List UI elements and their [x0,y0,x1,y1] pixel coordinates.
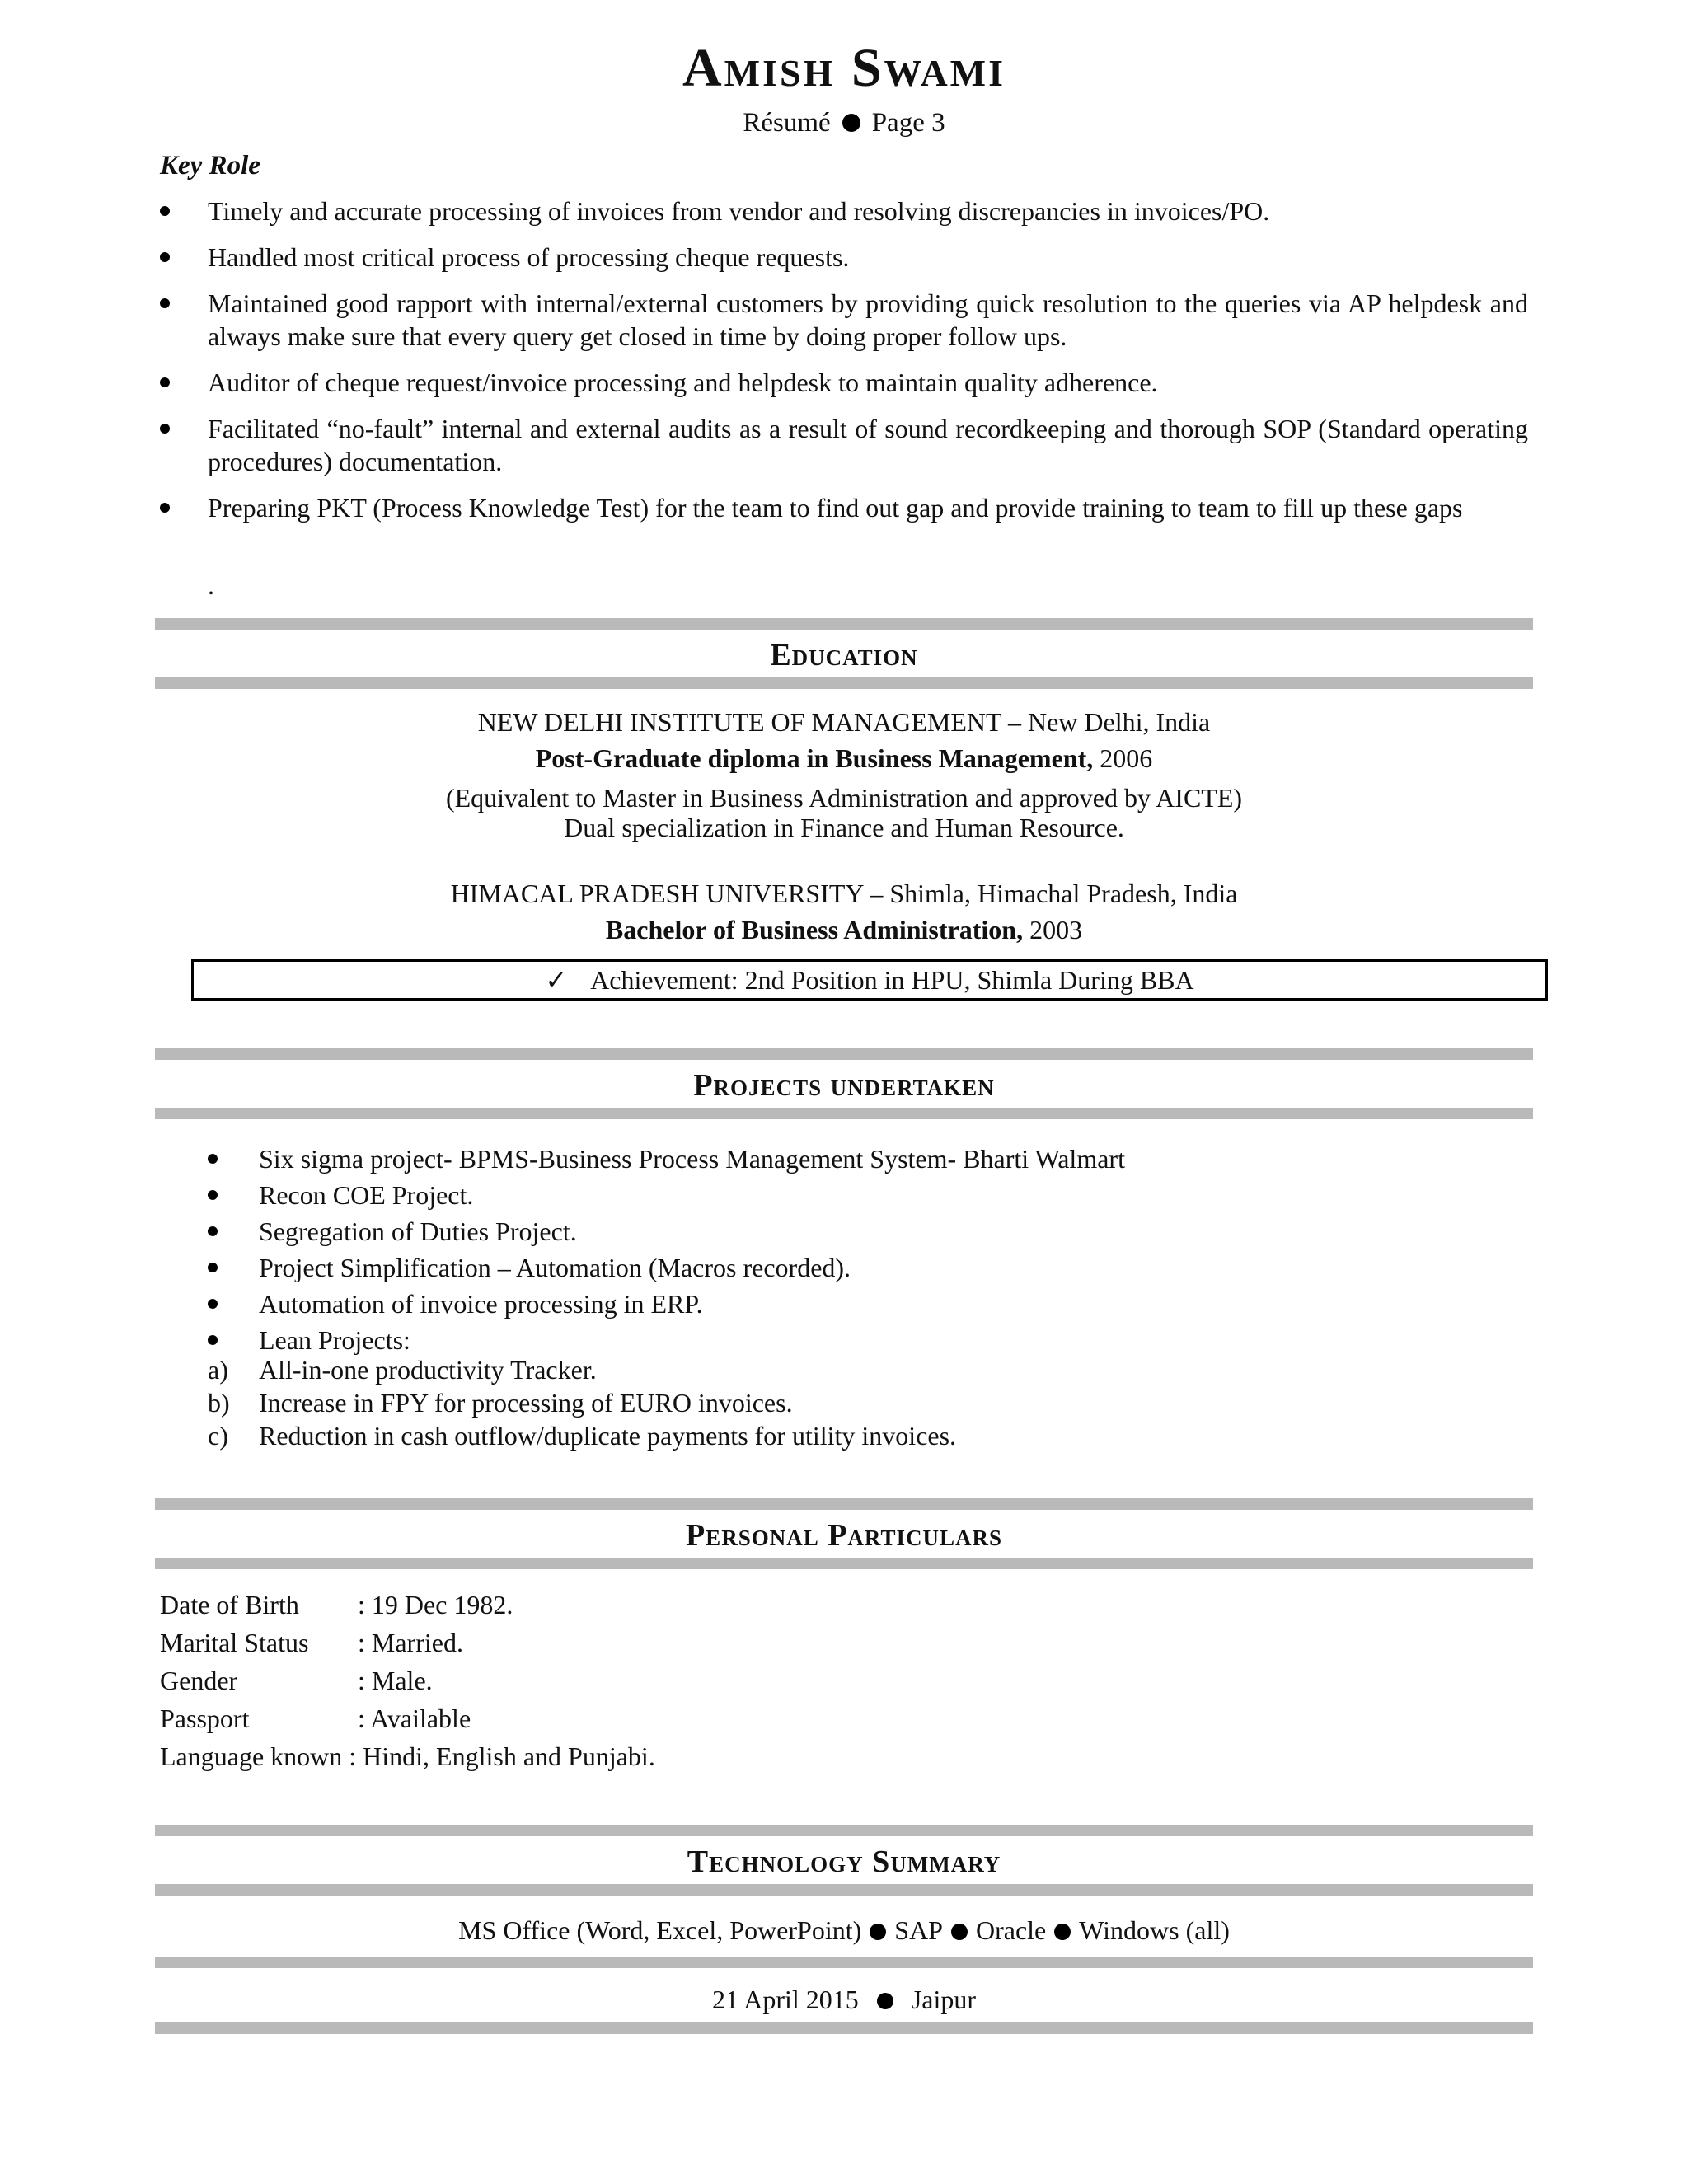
section-divider [155,1108,1533,1119]
list-item: Project Simplification – Automation (Macros recorded). [204,1249,1125,1286]
list-item: Auditor of cheque request/invoice processing and helpdesk to maintain quality adherence. [160,366,1528,399]
section-divider [155,618,1533,630]
list-letter: a) [208,1355,228,1385]
field-value: : Male. [358,1666,433,1695]
education-degree-1 [0,742,1688,775]
field-label: Passport [160,1704,250,1733]
bullet-dot-icon [870,1924,886,1940]
list-item: Preparing PKT (Process Knowledge Test) for the team to find out gap and provide training to team to fill up these gaps [160,491,1528,524]
checkmark-icon: ✓ [545,965,568,995]
list-item: Recon COE Project. [204,1177,1125,1213]
list-item: Timely and accurate processing of invoices from vendor and resolving discrepancies in invoices/PO. [160,194,1528,227]
technology-heading: Technology Summary [687,1844,1001,1879]
technology-list [0,1914,1688,1947]
footer-place: Jaipur [911,1985,976,2014]
tech-item: SAP [894,1915,943,1945]
projects-list [204,1141,1125,1358]
projects-heading: Projects undertaken [693,1068,995,1103]
bullet-dot-icon [951,1924,968,1940]
footer-date: 21 April 2015 [712,1985,859,2014]
list-item-text: All-in-one productivity Tracker. [259,1355,597,1385]
field-value: : 19 Dec 1982. [358,1590,513,1619]
personal-row [160,1699,655,1737]
footer-line [0,1983,1688,2016]
personal-row [160,1737,655,1775]
bullet-dot-icon [877,1993,893,2009]
list-item: Six sigma project- BPMS-Business Process Management System- Bharti Walmart [204,1141,1125,1177]
field-label: Date of Birth [160,1590,299,1619]
lean-projects-sublist [208,1353,956,1452]
list-letter: b) [208,1388,230,1418]
section-divider [155,2022,1533,2034]
list-item: Handled most critical process of processing cheque requests. [160,241,1528,274]
section-divider [155,1884,1533,1896]
bullet-dot-icon [1054,1924,1071,1940]
degree-title-2: Bachelor of Business Administration, [605,915,1024,944]
degree-title-1: Post-Graduate diploma in Business Management, [535,743,1094,773]
page-number: Page 3 [871,108,945,138]
section-divider [155,1558,1533,1569]
field-value: : Available [358,1704,471,1733]
field-label: Gender [160,1666,238,1695]
trailing-period: . [208,570,214,600]
section-divider [155,1048,1533,1060]
page-subheader [0,104,1688,142]
education-note-1: (Equivalent to Master in Business Administration and approved by AICTE) [445,783,1243,813]
bullet-dot-icon [842,114,860,132]
personal-details [160,1586,655,1775]
field-value: : Married. [358,1628,463,1657]
tech-item: Windows (all) [1079,1915,1230,1945]
tech-item: Oracle [975,1915,1047,1945]
list-item: Lean Projects: [204,1322,1125,1358]
list-item [208,1419,956,1452]
section-divider [155,1825,1533,1836]
field-label: Language known [160,1741,343,1771]
achievement-text: Achievement: 2nd Position in HPU, Shimla During BBA [590,965,1194,995]
key-role-list [160,194,1528,524]
list-letter: c) [208,1421,228,1451]
personal-row [160,1624,655,1661]
education-degree-2 [0,913,1688,946]
list-item: Automation of invoice processing in ERP. [204,1286,1125,1322]
key-role-heading: Key Role [160,151,260,180]
education-school-2: HIMACAL PRADESH UNIVERSITY – Shimla, Himachal Pradesh, India [450,879,1238,908]
section-divider [155,1498,1533,1510]
list-item [208,1386,956,1419]
section-divider [155,1957,1533,1968]
list-item: Facilitated “no-fault” internal and external audits as a result of sound recordkeeping and thorough SOP (Standard operating procedures) documentation. [160,412,1528,478]
degree-year-2: 2003 [1023,915,1083,944]
list-item-text: Increase in FPY for processing of EURO invoices. [259,1388,793,1418]
resume-label: Résumé [743,108,831,138]
education-note-2: Dual specialization in Finance and Human Resource. [564,813,1124,842]
field-value: : Hindi, English and Punjabi. [349,1741,655,1771]
list-item: Segregation of Duties Project. [204,1213,1125,1249]
field-label: Marital Status [160,1628,309,1657]
education-heading: Education [770,638,918,673]
list-item [208,1353,956,1386]
personal-heading: Personal Particulars [685,1518,1003,1553]
personal-row [160,1661,655,1699]
candidate-name: Amish Swami [682,38,1006,98]
list-item-text: Reduction in cash outflow/duplicate payments for utility invoices. [259,1421,957,1451]
personal-row [160,1586,655,1624]
section-divider [155,677,1533,689]
degree-year-1: 2006 [1093,743,1153,773]
education-school-1: NEW DELHI INSTITUTE OF MANAGEMENT – New Delhi, India [477,707,1211,737]
achievement-box [191,959,1548,1001]
list-item: Maintained good rapport with internal/external customers by providing quick resolution to the queries via AP helpdesk and always make sure that every query get closed in time by doing proper follow ups. [160,287,1528,353]
tech-item: MS Office (Word, Excel, PowerPoint) [458,1915,862,1945]
